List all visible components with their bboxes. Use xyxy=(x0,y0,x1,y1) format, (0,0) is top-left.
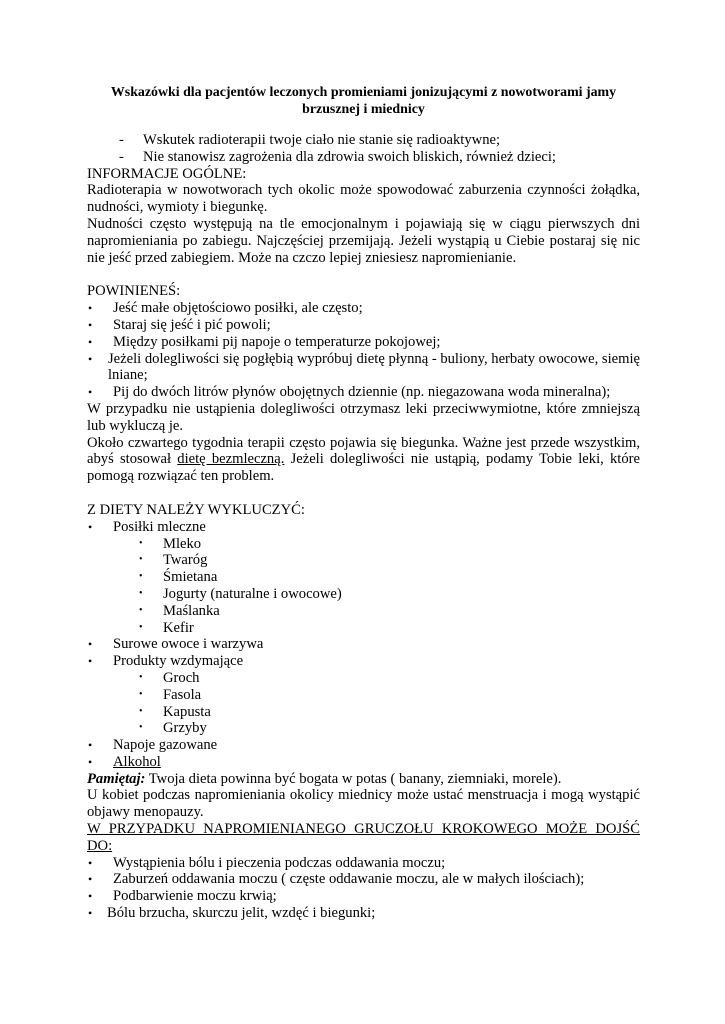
sublist-item: • Fasola xyxy=(87,687,640,704)
general-paragraph-2: Nudności często występują na tle emocjonalnym i pojawiają się w ciągu pierwszych dni napromieniania po zabiegu. Najczęściej przemijają. Jeżeli wystąpią u Ciebie postaraj się nic nie jeść przed zabiegiem. Może na czczo lepiej zniesiesz napromienianie. xyxy=(87,215,640,266)
sublist-item: • Twaróg xyxy=(87,552,640,569)
dash-marker: - xyxy=(119,148,124,165)
should-paragraph-2-text-b: Jeżeli dolegliwości nie ustąpią, podamy Tobie leki, które pomogą rozwiązać ten problem. xyxy=(87,451,640,485)
list-item: • Między posiłkami pij napoje o temperaturze pokojowej; xyxy=(87,334,640,351)
dairy-sublist xyxy=(87,536,640,637)
women-paragraph: U kobiet podczas napromieniania okolicy miednicy może ustać menstruacja i mogą wystąpić objawy menopauzy. xyxy=(87,787,640,821)
general-paragraph-1: Radioterapia w nowotworach tych okolic może spowodować zaburzenia czynności żołądka, nudności, wymioty i biegunkę. xyxy=(87,182,640,216)
dash-marker: - xyxy=(119,132,124,148)
sublist-item: • Jogurty (naturalne i owocowe) xyxy=(87,586,640,603)
sublist-item: • Grzyby xyxy=(87,720,640,737)
exclude-heading: Z DIETY NALEŻY WYKLUCZYĆ: xyxy=(87,501,305,518)
list-item-fizzy: • Napoje gazowane xyxy=(87,737,640,754)
exclude-list xyxy=(87,636,640,670)
list-item: • Jeść małe objętościowo posiłki, ale często; xyxy=(87,300,640,317)
dash-item xyxy=(87,149,640,166)
document-title: Wskazówki dla pacjentów leczonych promieniami jonizującymi z nowotworami jamy brzusznej i miednicy xyxy=(110,85,617,117)
should-paragraph-2 xyxy=(87,435,640,485)
dash-item-text: Wskutek radioterapii twoje ciało nie stanie się radioaktywne; xyxy=(143,132,501,148)
sublist-item: • Groch xyxy=(87,670,640,687)
sublist-item: • Kefir xyxy=(87,620,640,637)
sublist-item: • Maślanka xyxy=(87,603,640,620)
dash-item-text: Nie stanowisz zagrożenia dla zdrowia swoich bliskich, również dzieci; xyxy=(143,148,556,165)
list-item: • Zaburzeń oddawania moczu ( częste oddawanie moczu, ale w małych ilościach); xyxy=(87,871,640,888)
prostate-list xyxy=(87,855,640,922)
list-item: • Staraj się jeść i pić powoli; xyxy=(87,317,640,334)
should-paragraph-2-text-a: Około czwartego tygodnia terapii często pojawia się biegunka. Ważne jest przede wszystkim, abyś stosował xyxy=(87,434,640,468)
exclude-list xyxy=(87,519,640,536)
document-body xyxy=(87,84,640,922)
list-item: • Bólu brzucha, skurczu jelit, wzdęć i biegunki; xyxy=(87,905,640,922)
list-item-bloating: • Produkty wzdymające xyxy=(87,653,640,670)
spacer xyxy=(87,266,640,283)
sublist-item: • Kapusta xyxy=(87,704,640,721)
should-list xyxy=(87,300,640,401)
general-heading: INFORMACJE OGÓLNE: xyxy=(87,165,247,182)
list-item-alcohol: • Alkohol xyxy=(87,754,640,771)
exclude-list xyxy=(87,737,640,771)
dash-item xyxy=(87,132,640,149)
diet-link: dietę bezmleczną. xyxy=(177,451,285,468)
list-item: • Wystąpienia bólu i pieczenia podczas oddawania moczu; xyxy=(87,855,640,872)
spacer xyxy=(87,485,640,502)
prostate-heading: W PRZYPADKU NAPROMIENIANEGO GRUCZOŁU KROKOWEGO MOŻE DOJŚĆ DO: xyxy=(87,821,640,854)
remember-label: Pamiętaj: xyxy=(87,770,146,787)
list-item-dairy: • Posiłki mleczne xyxy=(87,519,640,536)
list-item: • Pij do dwóch litrów płynów obojętnych dziennie (np. niegazowana woda mineralna); xyxy=(87,384,640,401)
list-item: • Podbarwienie moczu krwią; xyxy=(87,888,640,905)
bloating-sublist xyxy=(87,670,640,737)
should-paragraph-1: W przypadku nie ustąpienia dolegliwości otrzymasz leki przeciwwymiotne, które zmniejszą lub wykluczą je. xyxy=(87,400,640,434)
sublist-item: • Śmietana xyxy=(87,569,640,586)
list-item-raw: • Surowe owoce i warzywa xyxy=(87,636,640,653)
remember-paragraph xyxy=(87,771,640,788)
list-item: • Jeżeli dolegliwości się pogłębią wypróbuj dietę płynną - buliony, herbaty owocowe, siemię lniane; xyxy=(87,351,640,385)
sublist-item: • Mleko xyxy=(87,536,640,553)
remember-text: Twoja dieta powinna być bogata w potas ( banany, ziemniaki, morele). xyxy=(145,770,562,787)
should-heading: POWINIENEŚ: xyxy=(87,283,181,300)
